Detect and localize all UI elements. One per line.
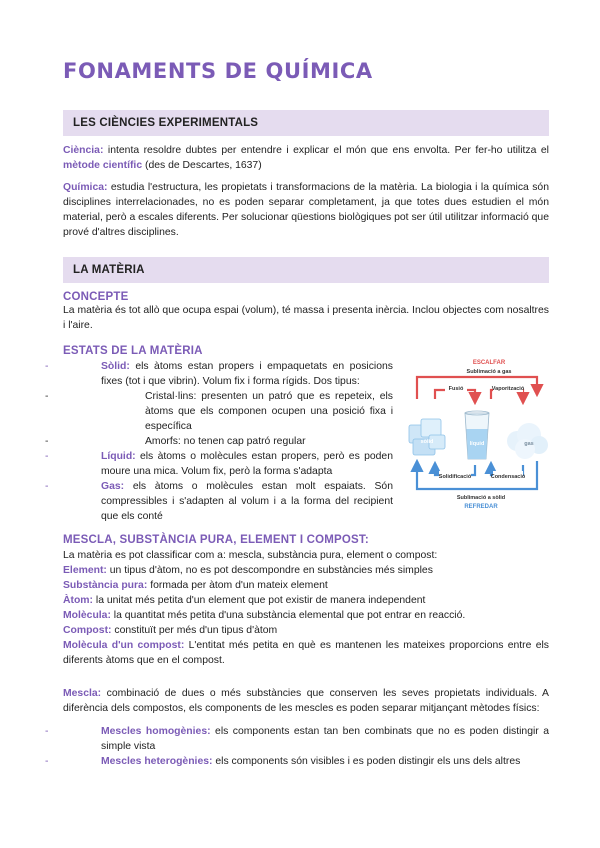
definition-molecula-compost: Molècula d'un compost: L'entitat més petita en què es mantenen les mateixes proporcions entre els diferents àtoms que en el compost.	[63, 640, 549, 666]
list-item-gas: - Gas: els àtoms o molècules estan molt espaiats. Són compressibles i s'adapten al volum i a la forma del recipient que els conté	[45, 481, 393, 522]
paragraph-mescla: Mescla: combinació de dues o més substàncies que conserven les seves propietats individuals. A diferència dels compostos, els components de les mescles es poden separar mitjançant mètodes físics:	[63, 688, 549, 714]
term-quimica: Química:	[63, 182, 108, 193]
definition-element: Element: un tipus d'àtom, no es pot descompondre en substàncies més simples	[63, 565, 433, 576]
label-condensacio: Condensació	[490, 474, 526, 480]
subheading-mescla: MESCLA, SUBSTÀNCIA PURA, ELEMENT I COMPOST:	[63, 534, 369, 546]
definition-atom: Àtom: la unitat més petita d'un element que pot existir de manera independent	[63, 595, 426, 606]
label-liquid: líquid	[469, 441, 485, 447]
page-title: FONAMENTS DE QUÍMICA	[63, 59, 373, 83]
states-list	[45, 359, 393, 524]
definition-molecula: Molècula: la quantitat més petita d'una substància elemental que pot entrar en reacció.	[63, 610, 466, 621]
list-item-heterogenies: - Mescles heterogènies: els components són visibles i es poden distingir els uns dels altres	[45, 756, 521, 767]
term-mescla: Mescla:	[63, 688, 102, 699]
definition-compost: Compost: constituït per més d'un tipus d'àtom	[63, 625, 278, 636]
section-heading-materia: LA MATÈRIA	[63, 257, 549, 283]
ice-cubes-icon	[409, 419, 445, 455]
label-fusio: Fusió	[448, 386, 464, 392]
label-solid: sòlid	[420, 439, 434, 445]
water-glass-icon	[465, 411, 489, 459]
subheading-concepte: CONCEPTE	[63, 291, 129, 303]
paragraph-ciencia: Ciència: intenta resoldre dubtes per entendre i explicar el món que ens envolta. Per fer-ho utilitza el mètode científic (des de Descartes, 1637)	[63, 145, 549, 171]
states-diagram	[405, 357, 551, 513]
label-vaporitzacio: Vaporització	[491, 386, 525, 392]
definition-substancia-pura: Substància pura: formada per àtom d'un mateix element	[63, 580, 328, 591]
paragraph-concepte: La matèria és tot allò que ocupa espai (volum), té massa i presenta inèrcia. Inclou objectes com nosaltres i l'aire.	[63, 305, 549, 331]
list-item-solid: - Sòlid: els àtoms estan propers i empaquetats en posicions fixes (tot i que vibrin). Volum fix i forma rígids. Dos tipus:	[45, 361, 393, 387]
intro-line: La matèria es pot classificar com a: mescla, substància pura, element o compost:	[63, 550, 438, 561]
term-ciencia: Ciència:	[63, 145, 104, 156]
definitions-list	[63, 548, 549, 638]
section-heading-ciencies: LES CIÈNCIES EXPERIMENTALS	[63, 110, 549, 136]
list-item-homogenies: - Mescles homogènies: els components estan tan ben combinats que no es poden distingir a simple vista	[45, 726, 550, 752]
list-item-liquid: - Líquid: els àtoms o molècules estan propers, però es poden moure una mica. Volum fix, però la forma s'adapta	[45, 451, 393, 477]
list-item-cristallins: - Cristal·lins: presenten un patró que es repeteix, els àtoms que els componen ocupen una posició fixa i específica	[45, 391, 393, 432]
label-refredar: REFREDAR	[464, 504, 498, 510]
mescla-types-list	[45, 724, 550, 769]
list-item-amorfs: - Amorfs: no tenen cap patró regular	[45, 436, 306, 447]
label-gas: gas	[524, 441, 534, 447]
paragraph-quimica: Química: estudia l'estructura, les propietats i transformacions de la matèria. La biologia i la química són disciplines interrelacionades, no es poden separar completament, ja que totes dues estudien el món material, però a escales diferents. Per solucionar qüestions biològiques pot ser útil utilitzar informació que prové d'altres disciplines.	[63, 182, 549, 238]
term-gas: Gas:	[101, 481, 125, 492]
term-liquid: Líquid:	[101, 451, 136, 462]
subheading-estats: ESTATS DE LA MATÈRIA	[63, 345, 203, 357]
phase-change-diagram	[405, 357, 551, 513]
term-metode-cientific: mètode científic	[63, 160, 143, 171]
term-solid: Sòlid:	[101, 361, 130, 372]
label-sublimacio-gas: Sublimació a gas	[466, 369, 512, 375]
label-solidificacio: Solidificació	[438, 474, 472, 480]
label-sublimacio-solid: Sublimació a sòlid	[456, 495, 506, 501]
label-escalfar: ESCALFAR	[472, 360, 506, 366]
